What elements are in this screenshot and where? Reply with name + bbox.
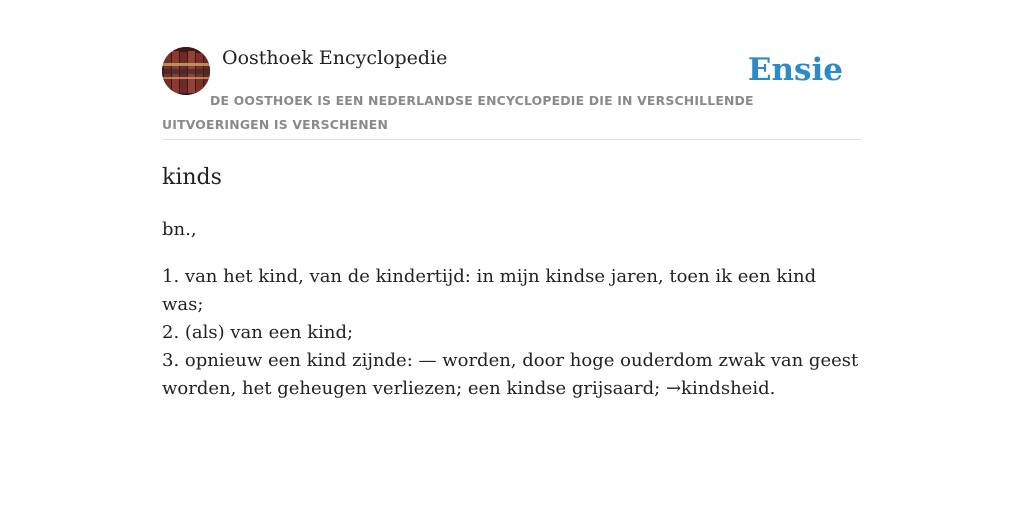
page-container — [162, 0, 862, 399]
site-name[interactable]: Oosthoek Encyclopedie — [222, 47, 448, 69]
end-punctuation: . — [769, 378, 776, 399]
cross-reference-link[interactable]: →kindsheid — [665, 378, 770, 399]
site-header — [162, 0, 862, 140]
ensie-logo-link[interactable]: Ensie — [747, 52, 843, 88]
sense-3-text: 3. opnieuw een kind zijnde: — worden, door hoge ouderdom zwak van geest worden, het geheugen verliezen; een kindse grijsaard; — [162, 350, 859, 399]
entry-headword: kinds — [162, 165, 222, 190]
sense-2: 2. (als) van een kind; — [162, 322, 354, 343]
site-tagline: DE OOSTHOEK IS EEN NEDERLANDSE ENCYCLOPEDIE DIE IN VERSCHILLENDE UITVOERINGEN IS VERSCHENEN — [162, 93, 754, 132]
encyclopedia-books-icon[interactable] — [162, 47, 210, 95]
part-of-speech: bn., — [162, 219, 197, 240]
entry-definitions — [162, 263, 862, 403]
sense-3 — [162, 347, 862, 403]
sense-1: 1. van het kind, van de kindertijd: in mijn kindse jaren, toen ik een kind was; — [162, 266, 817, 315]
books-image — [162, 47, 210, 95]
